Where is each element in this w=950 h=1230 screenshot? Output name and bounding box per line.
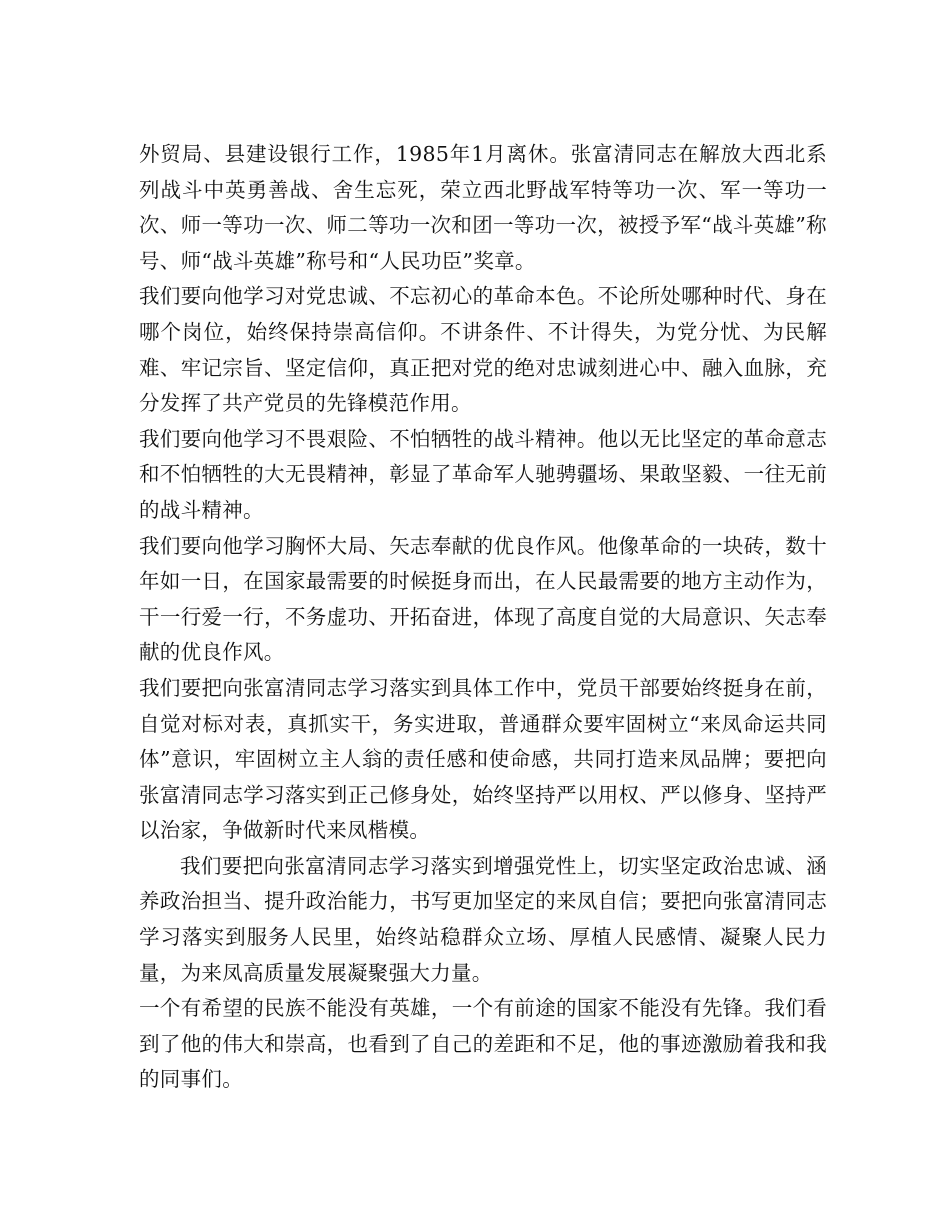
paragraph-7: 一个有希望的民族不能没有英雄，一个有前途的国家不能没有先锋。我们看到了他的伟大和崇高，也看到了自己的差距和不足，他的事迹激励着我和我的同事们。 xyxy=(139,996,827,1092)
paragraph-3: 我们要向他学习不畏艰险、不怕牺牲的战斗精神。他以无比坚定的革命意志和不怕牺牲的大无畏精神，彰显了革命军人驰骋疆场、果敢坚毅、一往无前的战斗精神。 xyxy=(139,426,827,522)
paragraph-2: 我们要向他学习对党忠诚、不忘初心的革命本色。不论所处哪种时代、身在哪个岗位，始终保持崇高信仰。不讲条件、不计得失，为党分忧、为民解难、牢记宗旨、坚定信仰，真正把对党的绝对忠诚刻进心中、融入血脉，充分发挥了共产党员的先锋模范作用。 xyxy=(139,284,827,416)
paragraph-1: 外贸局、县建设银行工作，1985年1月离休。张富清同志在解放大西北系列战斗中英勇善战、舍生忘死，荣立西北野战军特等功一次、军一等功一次、师一等功一次、师二等功一次和团一等功一次，被授予军“战斗英雄”称号、师“战斗英雄”称号和“人民功臣”奖章。 xyxy=(139,142,827,273)
document-body xyxy=(139,137,827,1098)
paragraph-6: 我们要把向张富清同志学习落实到增强党性上，切实坚定政治忠诚、涵养政治担当、提升政治能力，书写更加坚定的来凤自信；要把向张富清同志学习落实到服务人民里，始终站稳群众立场、厚植人民感情、凝聚人民力量，为来凤高质量发展凝聚强大力量。 xyxy=(139,853,827,985)
paragraph-5: 我们要把向张富清同志学习落实到具体工作中，党员干部要始终挺身在前，自觉对标对表，真抓实干，务实进取，普通群众要牢固树立“来凤命运共同体”意识，牢固树立主人翁的责任感和使命感，共同打造来凤品牌；要把向张富清同志学习落实到正己修身处，始终坚持严以用权、严以修身、坚持严以治家，争做新时代来凤楷模。 xyxy=(139,675,827,843)
paragraph-4: 我们要向他学习胸怀大局、矢志奉献的优良作风。他像革命的一块砖，数十年如一日，在国家最需要的时候挺身而出，在人民最需要的地方主动作为，干一行爱一行，不务虚功、开拓奋进，体现了高度自觉的大局意识、矢志奉献的优良作风。 xyxy=(139,533,827,665)
